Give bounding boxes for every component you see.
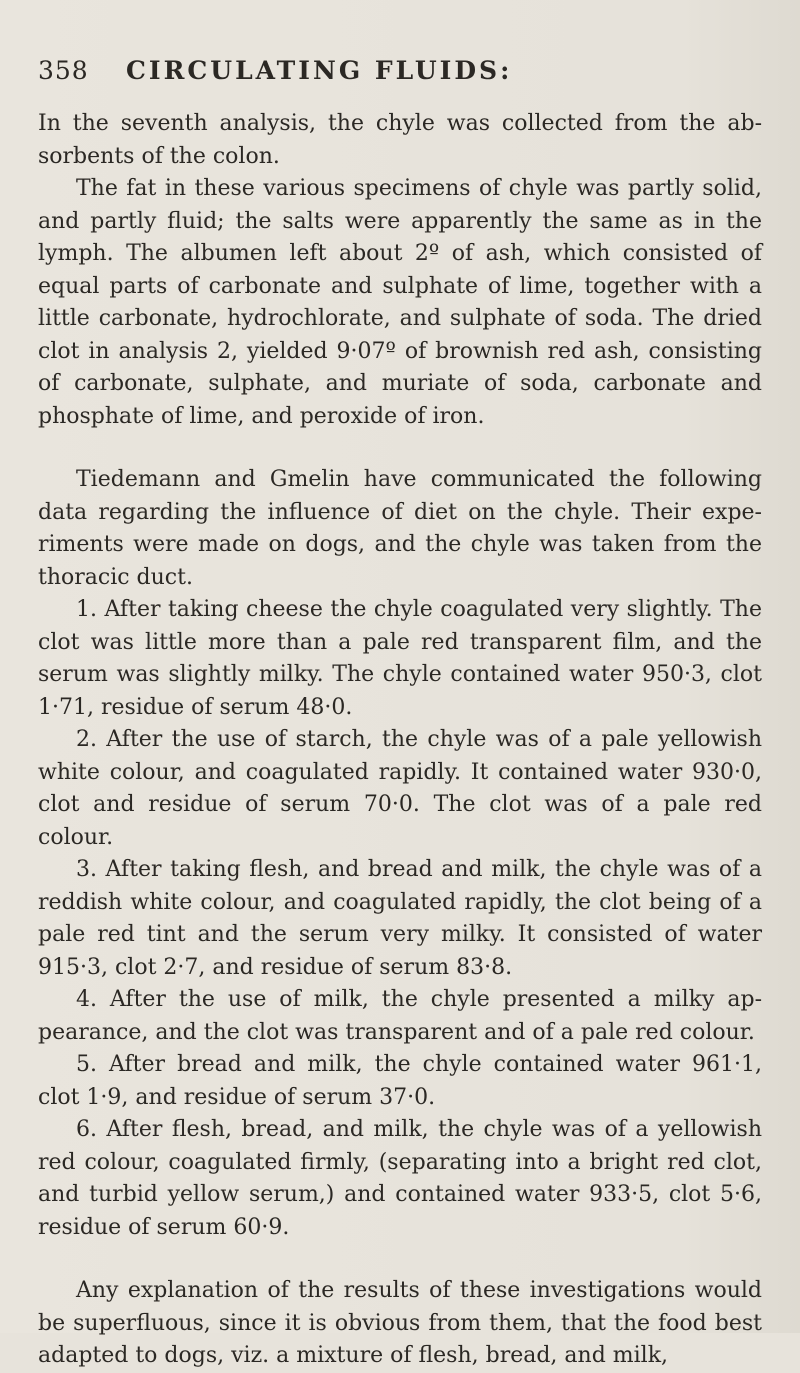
running-title: CIRCULATING FLUIDS: [126, 56, 513, 85]
page-number: 358 [38, 56, 89, 85]
paragraph-explanation: Any explanation of the results of these investigations would be superfluous, since it is obvious from them, that the food best adapted to dogs, viz. a mixture of flesh, bread, and milk, [38, 1278, 762, 1368]
list-item-starch: 2. After the use of starch, the chyle was of a pale yellowish white colour, and coagulated rapidly. It contained water 930·0, clot and residue of serum 70·0. The clot was of a pale red colour. [38, 727, 762, 850]
list-item-cheese: 1. After taking cheese the chyle coagulated very slightly. The clot was little more than a pale red transparent film, and the serum was slightly milky. The chyle contained water 950·3, clot 1·71, residue of serum 48·0. [38, 597, 762, 720]
body-text [38, 108, 762, 1373]
list-item-flesh-bread-and-milk: 6. After flesh, bread, and milk, the chyle was of a yellowish red colour, coagulated firmly, (separating into a bright red clot, and turbid yellow serum,) and contained water 933·5, clot 5·6, residue of serum 60·9. [38, 1117, 762, 1240]
paragraph-fat-and-salts: The fat in these various specimens of chyle was partly solid, and partly fluid; the salts were apparently the same as in the lymph. The albumen left about 2º of ash, which consisted of equal parts of carbonate and sulphate of lime, together with a little carbonate, hydrochlorate, and sulphate of soda. The dried clot in analysis 2, yielded 9·07º of brownish red ash, consisting of carbonate, sulphate, and muriate of soda, carbonate and phosphate of lime, and peroxide of iron. [38, 176, 762, 429]
page-header [38, 56, 758, 96]
paragraph-tiedemann-gmelin: Tiedemann and Gmelin have communicated the following data regarding the influence of diet on the chyle. Their expe-riments were made on dogs, and the chyle was taken from the thoracic duct. [38, 467, 762, 590]
paragraph-seventh-analysis: In the seventh analysis, the chyle was collected from the ab-sorbents of the colon. [38, 111, 762, 169]
list-item-bread-and-milk: 5. After bread and milk, the chyle contained water 961·1, clot 1·9, and residue of serum 37·0. [38, 1052, 762, 1110]
list-item-milk: 4. After the use of milk, the chyle presented a milky ap-pearance, and the clot was transparent and of a pale red colour. [38, 987, 762, 1045]
list-item-flesh-bread-milk: 3. After taking flesh, and bread and milk, the chyle was of a reddish white colour, and coagulated rapidly, the clot being of a pale red tint and the serum very milky. It consisted of water 915·3, clot 2·7, and residue of serum 83·8. [38, 857, 762, 980]
